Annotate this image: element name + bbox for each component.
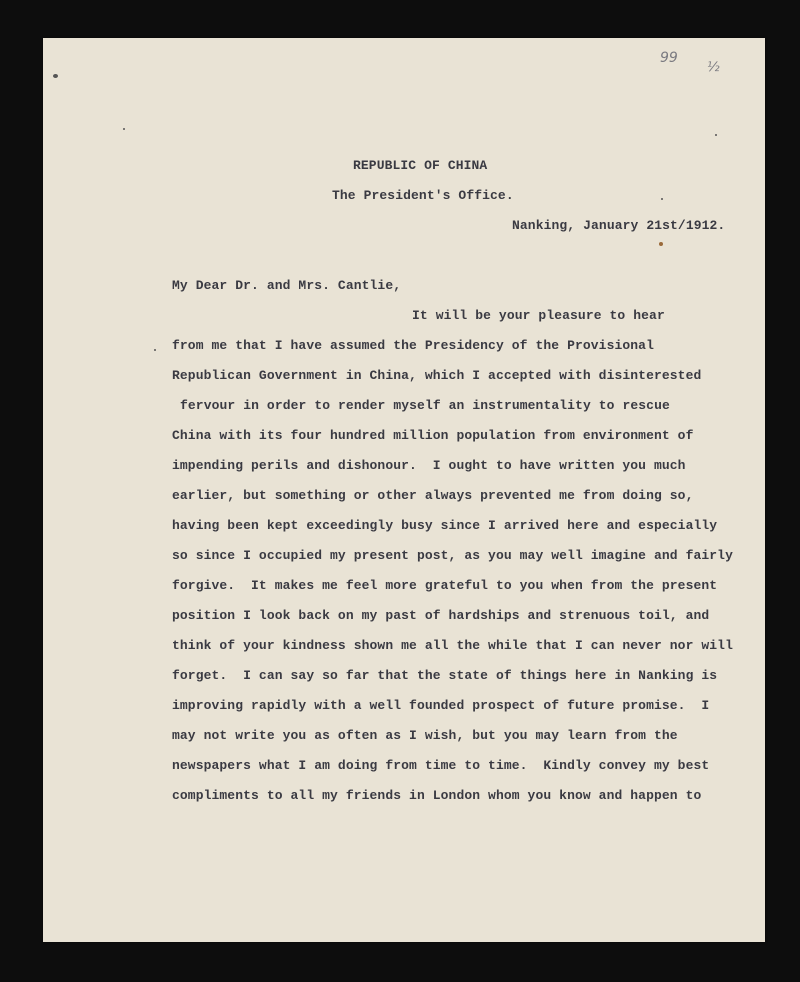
- folio-fraction: ½: [707, 60, 720, 75]
- dateline: Nanking, January 21st/1912.: [512, 218, 726, 233]
- body-line: so since I occupied my present post, as you may well imagine and fairly: [172, 548, 733, 563]
- body-line: compliments to all my friends in London whom you know and happen to: [172, 788, 702, 803]
- body-line: fervour in order to render myself an instrumentality to rescue: [180, 398, 670, 413]
- letterhead-office: The President's Office.: [332, 188, 514, 203]
- body-line: earlier, but something or other always prevented me from doing so,: [172, 488, 694, 503]
- body-line: China with its four hundred million population from environment of: [172, 428, 694, 443]
- paper-speck: [659, 242, 663, 246]
- paper-speck: [661, 198, 663, 200]
- letter-page: [43, 38, 765, 942]
- paper-speck: [53, 74, 58, 78]
- paper-speck: [715, 134, 717, 136]
- body-line: newspapers what I am doing from time to time. Kindly convey my best: [172, 758, 710, 773]
- body-line: think of your kindness shown me all the while that I can never nor will: [172, 638, 733, 653]
- body-line: position I look back on my past of hardships and strenuous toil, and: [172, 608, 710, 623]
- letterhead-title: REPUBLIC OF CHINA: [353, 158, 488, 173]
- body-line: impending perils and dishonour. I ought to have written you much: [172, 458, 686, 473]
- body-line: from me that I have assumed the Presidency of the Provisional: [172, 338, 654, 353]
- body-line: having been kept exceedingly busy since I arrived here and especially: [172, 518, 718, 533]
- salutation: My Dear Dr. and Mrs. Cantlie,: [172, 278, 402, 293]
- body-line: It will be your pleasure to hear: [412, 308, 665, 323]
- paper-speck: [123, 128, 125, 130]
- body-line: may not write you as often as I wish, but you may learn from the: [172, 728, 678, 743]
- body-line: forget. I can say so far that the state of things here in Nanking is: [172, 668, 718, 683]
- paper-speck: [154, 349, 156, 351]
- body-line: Republican Government in China, which I accepted with disinterested: [172, 368, 702, 383]
- body-line: forgive. It makes me feel more grateful to you when from the present: [172, 578, 718, 593]
- folio-number: 99: [660, 50, 678, 66]
- body-line: improving rapidly with a well founded prospect of future promise. I: [172, 698, 710, 713]
